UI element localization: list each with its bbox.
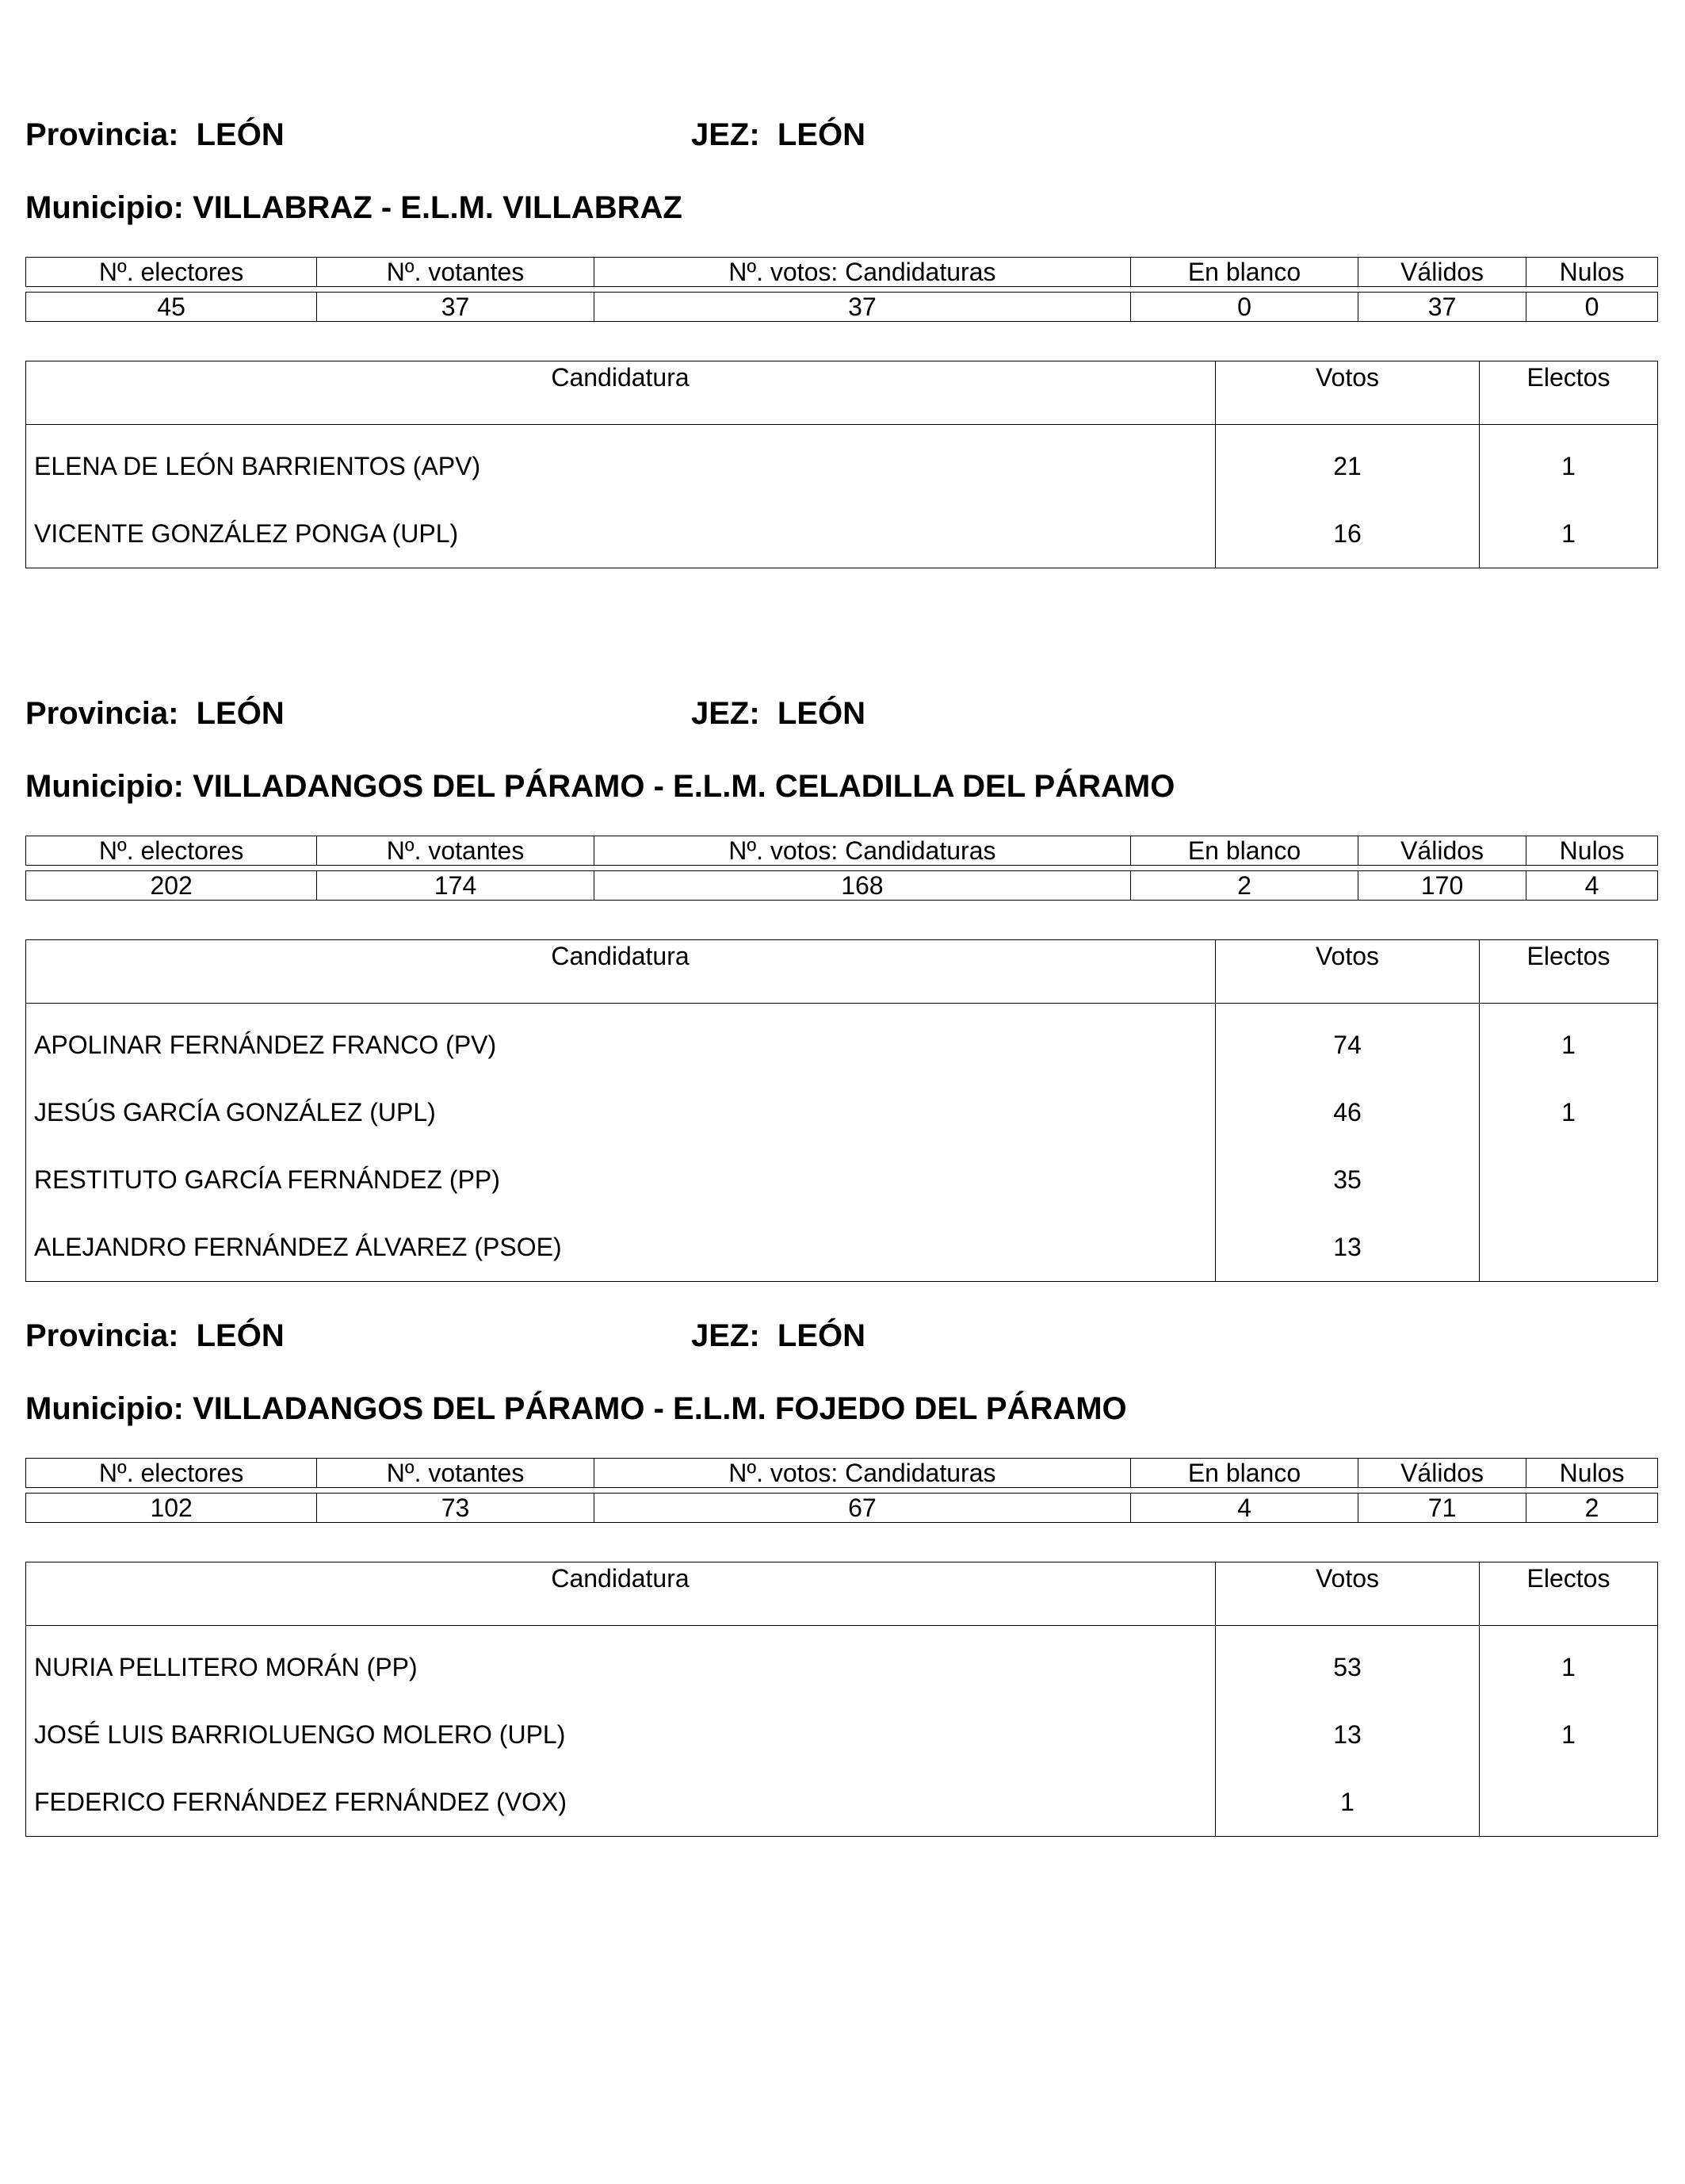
candidates-table (25, 939, 1658, 1282)
jez-label: JEZ: LEÓN (691, 696, 866, 731)
provincia-label: Provincia: LEÓN (25, 696, 285, 731)
votos-header: Votos (1216, 940, 1480, 1004)
candidate-votos: 16 (1216, 500, 1480, 568)
stat-header: Nº. votos: Candidaturas (594, 258, 1130, 287)
candidate-row (26, 1769, 1658, 1837)
stat-value: 2 (1526, 1494, 1658, 1523)
stat-header: Válidos (1358, 258, 1526, 287)
stat-header: Nº. electores (26, 836, 317, 866)
candidate-row (26, 1004, 1658, 1080)
candidatura-header: Candidatura (26, 1562, 1216, 1626)
stat-header: Nº. votantes (317, 836, 594, 866)
candidate-electos: 1 (1561, 1031, 1576, 1059)
candidate-electos (1480, 1214, 1658, 1282)
candidate-name: FEDERICO FERNÁNDEZ FERNÁNDEZ (VOX) (26, 1769, 1216, 1837)
section-header (25, 1312, 1658, 1360)
candidate-name: ELENA DE LEÓN BARRIENTOS (APV) (26, 425, 1216, 501)
municipio-title: Municipio: VILLADANGOS DEL PÁRAMO - E.L.M. FOJEDO DEL PÁRAMO (25, 1391, 1127, 1426)
stat-header: Nº. votantes (317, 1459, 594, 1488)
stats-header-row (26, 836, 1658, 866)
municipio-title: Municipio: VILLABRAZ - E.L.M. VILLABRAZ (25, 190, 682, 225)
stat-value: 67 (594, 1494, 1130, 1523)
candidate-row (26, 1146, 1658, 1214)
provincia-label: Provincia: LEÓN (25, 117, 285, 152)
candidate-electos: 1 (1561, 452, 1576, 480)
candidate-votos: 74 (1216, 1004, 1480, 1080)
candidate-votos: 46 (1216, 1079, 1480, 1146)
result-section-fojedo (25, 1312, 1658, 1816)
stat-header: Válidos (1358, 1459, 1526, 1488)
candidate-row (26, 1701, 1658, 1769)
stat-header: Nulos (1526, 836, 1658, 866)
candidate-votos: 1 (1216, 1769, 1480, 1837)
candidate-row (26, 1079, 1658, 1146)
votos-header: Votos (1216, 1562, 1480, 1626)
candidate-name: JESÚS GARCÍA GONZÁLEZ (UPL) (26, 1079, 1216, 1146)
candidates-header-row (26, 1562, 1658, 1626)
candidate-name: APOLINAR FERNÁNDEZ FRANCO (PV) (26, 1004, 1216, 1080)
candidates-table (25, 361, 1658, 568)
municipio-title: Municipio: VILLADANGOS DEL PÁRAMO - E.L.M. CELADILLA DEL PÁRAMO (25, 769, 1175, 804)
stat-header: Válidos (1358, 836, 1526, 866)
candidate-row (26, 425, 1658, 501)
stat-header: En blanco (1130, 258, 1358, 287)
votos-header: Votos (1216, 361, 1480, 425)
stat-value: 174 (317, 871, 594, 901)
stat-value: 4 (1526, 871, 1658, 901)
candidate-electos: 1 (1561, 1098, 1576, 1126)
candidate-electos (1480, 1146, 1658, 1214)
candidate-electos: 1 (1561, 519, 1576, 548)
stats-header-row (26, 1459, 1658, 1488)
stats-value-row (26, 871, 1658, 901)
stat-value: 2 (1130, 871, 1358, 901)
candidates-header-row (26, 940, 1658, 1004)
stat-value: 73 (317, 1494, 594, 1523)
candidate-row (26, 1214, 1658, 1282)
section-header (25, 690, 1658, 737)
candidate-electos (1480, 1769, 1658, 1837)
stat-value: 37 (1358, 293, 1526, 322)
provincia-label: Provincia: LEÓN (25, 1318, 285, 1353)
stat-value: 37 (594, 293, 1130, 322)
candidate-name: ALEJANDRO FERNÁNDEZ ÁLVAREZ (PSOE) (26, 1214, 1216, 1282)
candidatura-header: Candidatura (26, 940, 1216, 1004)
stats-table (25, 836, 1658, 901)
candidate-votos: 21 (1216, 425, 1480, 501)
result-section-celadilla (25, 690, 1658, 1261)
candidate-name: VICENTE GONZÁLEZ PONGA (UPL) (26, 500, 1216, 568)
stat-header: Nº. votantes (317, 258, 594, 287)
candidate-electos: 1 (1561, 1653, 1576, 1681)
electos-header: Electos (1480, 940, 1658, 1004)
candidates-table (25, 1562, 1658, 1837)
stat-header: Nº. electores (26, 1459, 317, 1488)
candidate-name: NURIA PELLITERO MORÁN (PP) (26, 1626, 1216, 1702)
electos-header: Electos (1480, 1562, 1658, 1626)
stat-value: 71 (1358, 1494, 1526, 1523)
stats-table (25, 257, 1658, 322)
candidatura-header: Candidatura (26, 361, 1216, 425)
stat-value: 0 (1130, 293, 1358, 322)
candidate-row (26, 500, 1658, 568)
stats-value-row (26, 1494, 1658, 1523)
jez-label: JEZ: LEÓN (691, 1318, 866, 1353)
stat-header: En blanco (1130, 1459, 1358, 1488)
result-section-villabraz (25, 111, 1658, 548)
stat-value: 0 (1526, 293, 1658, 322)
candidate-name: JOSÉ LUIS BARRIOLUENGO MOLERO (UPL) (26, 1701, 1216, 1769)
stat-value: 37 (317, 293, 594, 322)
candidate-electos: 1 (1561, 1720, 1576, 1749)
candidate-votos: 53 (1216, 1626, 1480, 1702)
stats-table (25, 1458, 1658, 1523)
stat-header: Nº. electores (26, 258, 317, 287)
stats-value-row (26, 293, 1658, 322)
stats-header-row (26, 258, 1658, 287)
candidate-votos: 13 (1216, 1214, 1480, 1282)
candidate-votos: 35 (1216, 1146, 1480, 1214)
candidate-row (26, 1626, 1658, 1702)
stat-value: 45 (26, 293, 317, 322)
stat-value: 102 (26, 1494, 317, 1523)
electos-header: Electos (1480, 361, 1658, 425)
stat-header: Nº. votos: Candidaturas (594, 836, 1130, 866)
section-header (25, 111, 1658, 159)
stat-header: Nº. votos: Candidaturas (594, 1459, 1130, 1488)
candidates-header-row (26, 361, 1658, 425)
stat-value: 202 (26, 871, 317, 901)
stat-value: 4 (1130, 1494, 1358, 1523)
stat-value: 168 (594, 871, 1130, 901)
stat-value: 170 (1358, 871, 1526, 901)
stat-header: En blanco (1130, 836, 1358, 866)
jez-label: JEZ: LEÓN (691, 117, 866, 152)
stat-header: Nulos (1526, 258, 1658, 287)
stat-header: Nulos (1526, 1459, 1658, 1488)
candidate-votos: 13 (1216, 1701, 1480, 1769)
candidate-name: RESTITUTO GARCÍA FERNÁNDEZ (PP) (26, 1146, 1216, 1214)
